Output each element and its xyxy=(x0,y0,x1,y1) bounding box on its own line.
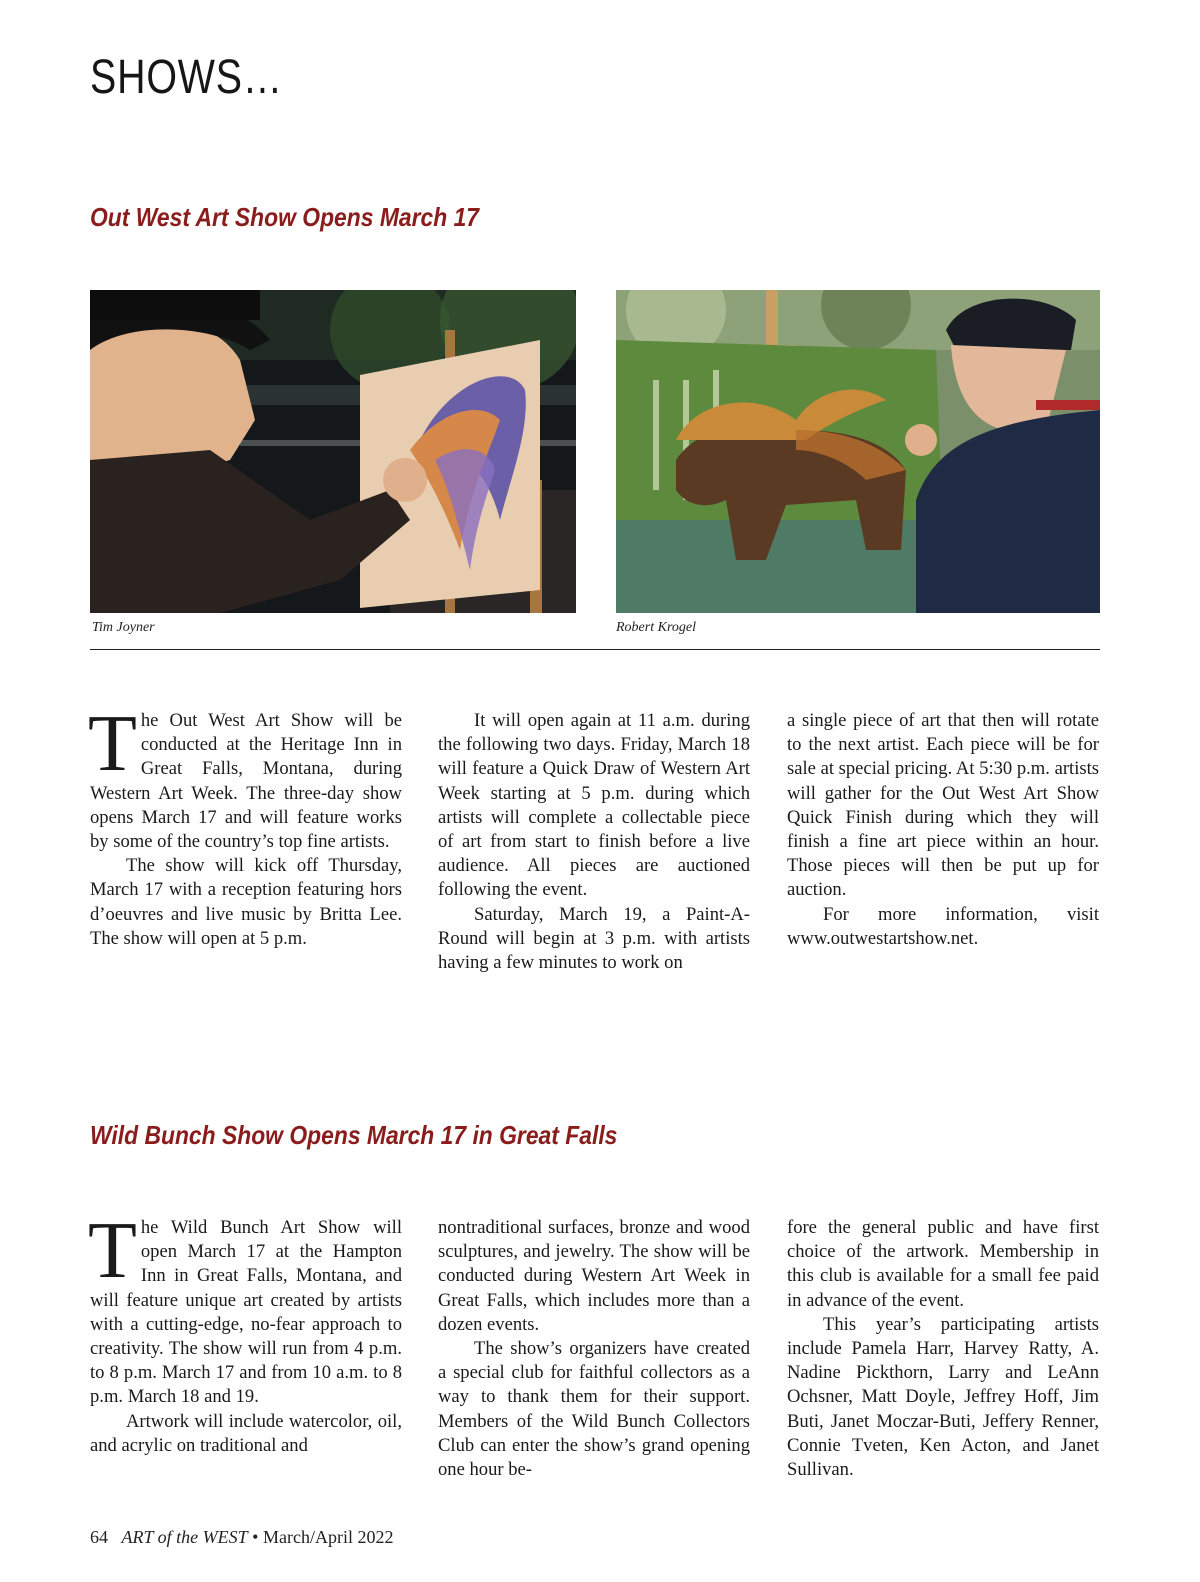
page-number: 64 xyxy=(90,1527,108,1547)
article2-col1-p2: Artwork will include watercolor, oil, and acrylic on traditional and xyxy=(90,1410,402,1456)
article2-dropcap: T xyxy=(88,1207,137,1295)
magazine-name: ART of the WEST xyxy=(121,1527,248,1547)
article2-col2-p1: nontraditional surfaces, bronze and wood sculptures, and jewelry. The show will be conducted during Western Art Week in Great Falls, which includes more than a dozen events. xyxy=(438,1217,750,1335)
section-title: SHOWS… xyxy=(90,51,283,104)
article1-col1-p2: The show will kick off Thursday, March 17 with a reception featuring hors d’oeuvres and live music by Britta Lee. The show will open at 5 p.m. xyxy=(90,855,402,949)
article2-col3-p1: fore the general public and have first choice of the artwork. Membership in this club is available for a small fee paid in advance of the event. xyxy=(787,1217,1099,1311)
article2-col3 xyxy=(787,1216,1099,1482)
article1-col3 xyxy=(787,709,1099,951)
article1-col2-p1: It will open again at 11 a.m. during the following two days. Friday, March 18 will feature a Quick Draw of Western Art Week starting at 5 p.m. during which artists will complete a collectable piece of art from start to finish before a live audience. All pieces are auctioned following the event. xyxy=(438,710,750,901)
divider-rule xyxy=(90,649,1100,650)
photo1-caption: Tim Joyner xyxy=(92,620,155,635)
issue-date: March/April 2022 xyxy=(262,1527,394,1547)
article2-col1 xyxy=(88,1207,402,1458)
photo2-caption: Robert Krogel xyxy=(616,620,696,635)
article1-col3-p1: a single piece of art that then will rotate to the next artist. Each piece will be for sale at special pricing. At 5:30 p.m. artists will gather for the Out West Art Show Quick Finish during which they will finish a fine art piece within an hour. Those pieces will then be put up for auction. xyxy=(787,710,1099,901)
photo-robert-krogel xyxy=(616,290,1100,613)
article1-col2-p2: Saturday, March 19, a Paint-A-Round will begin at 3 p.m. with artists having a few minutes to work on xyxy=(438,903,750,974)
footer-separator: • xyxy=(252,1527,259,1547)
article1-col3-p2: For more information, visit www.outwestartshow.net. xyxy=(787,903,1099,949)
photo-tim-joyner xyxy=(90,290,576,613)
page-footer xyxy=(90,1527,393,1548)
article2-col3-p2: This year’s participating artists include Pamela Harr, Harvey Ratty, A. Nadine Pickthorn, Larry and LeAnn Ochsner, Matt Doyle, Jeffrey Hoff, Jim Buti, Janet Moczar-Buti, Jeffery Renner, Connie Tveten, Ken Acton, and Janet Sullivan. xyxy=(787,1313,1099,1481)
article2-headline: Wild Bunch Show Opens March 17 in Great Falls xyxy=(90,1120,618,1150)
article1-col1-p1: he Out West Art Show will be conducted at the Heritage Inn in Great Falls, Montana, during Western Art Week. The three-day show opens March 17 and will feature works by some of the country’s top fine artists. xyxy=(90,710,402,853)
article1-headline: Out West Art Show Opens March 17 xyxy=(90,202,480,232)
article2-col2 xyxy=(438,1216,750,1482)
article1-dropcap: T xyxy=(88,700,137,788)
article1-col1 xyxy=(88,700,402,951)
article1-col2 xyxy=(438,709,750,975)
article2-col1-p1: he Wild Bunch Art Show will open March 17 at the Hampton Inn in Great Falls, Montana, and will feature unique art created by artists with a cutting-edge, no-fear approach to creativity. The show will run from 4 p.m. to 8 p.m. March 17 and from 10 a.m. to 8 p.m. March 18 and 19. xyxy=(90,1217,402,1408)
article2-col2-p2: The show’s organizers have created a special club for faithful collectors as a way to thank them for their support. Members of the Wild Bunch Collectors Club can enter the show’s grand opening one hour be- xyxy=(438,1338,750,1481)
